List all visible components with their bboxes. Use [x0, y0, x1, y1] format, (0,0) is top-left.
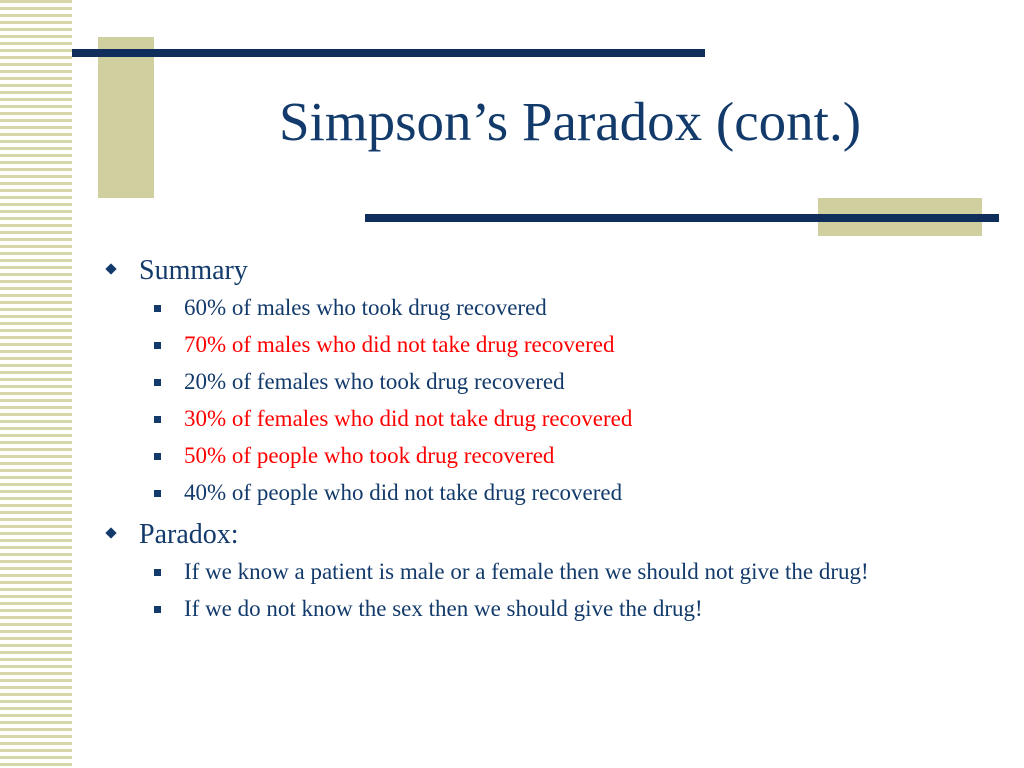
list-item [105, 294, 985, 322]
square-bullet-icon [154, 606, 161, 613]
bullet-summary [105, 252, 985, 290]
list-item-text: 20% of females who took drug recovered [184, 369, 565, 394]
section-heading: Summary [139, 255, 248, 286]
list-item [105, 558, 985, 586]
square-bullet-icon [154, 453, 161, 460]
diamond-bullet-icon [105, 527, 116, 538]
list-item-text: If we know a patient is male or a female then we should not give the drug! [184, 559, 869, 584]
navy-rule-bottom [365, 214, 999, 222]
list-item-text: 70% of males who did not take drug recovered [184, 332, 615, 357]
slide-title: Simpson’s Paradox (cont.) [278, 91, 862, 152]
summary-list [105, 294, 985, 507]
list-item-text: If we do not know the sex then we should give the drug! [184, 596, 703, 621]
square-bullet-icon [154, 416, 161, 423]
paradox-list [105, 558, 985, 623]
list-item [105, 405, 985, 433]
list-item [105, 368, 985, 396]
list-item-text: 40% of people who did not take drug recovered [184, 480, 623, 505]
square-bullet-icon [154, 569, 161, 576]
tan-accent-block-top [98, 37, 154, 198]
list-item-text: 60% of males who took drug recovered [184, 295, 547, 320]
list-item-text: 50% of people who took drug recovered [184, 443, 555, 468]
navy-rule-top [72, 49, 705, 57]
square-bullet-icon [154, 305, 161, 312]
diamond-bullet-icon [105, 263, 116, 274]
square-bullet-icon [154, 379, 161, 386]
list-item [105, 479, 985, 507]
bullet-paradox [105, 516, 985, 554]
list-item [105, 442, 985, 470]
list-item [105, 331, 985, 359]
list-item [105, 595, 985, 623]
section-heading: Paradox: [139, 519, 239, 550]
striped-side-band [0, 0, 72, 768]
square-bullet-icon [154, 342, 161, 349]
list-item-text: 30% of females who did not take drug recovered [184, 406, 633, 431]
square-bullet-icon [154, 490, 161, 497]
slide-body [105, 252, 985, 632]
